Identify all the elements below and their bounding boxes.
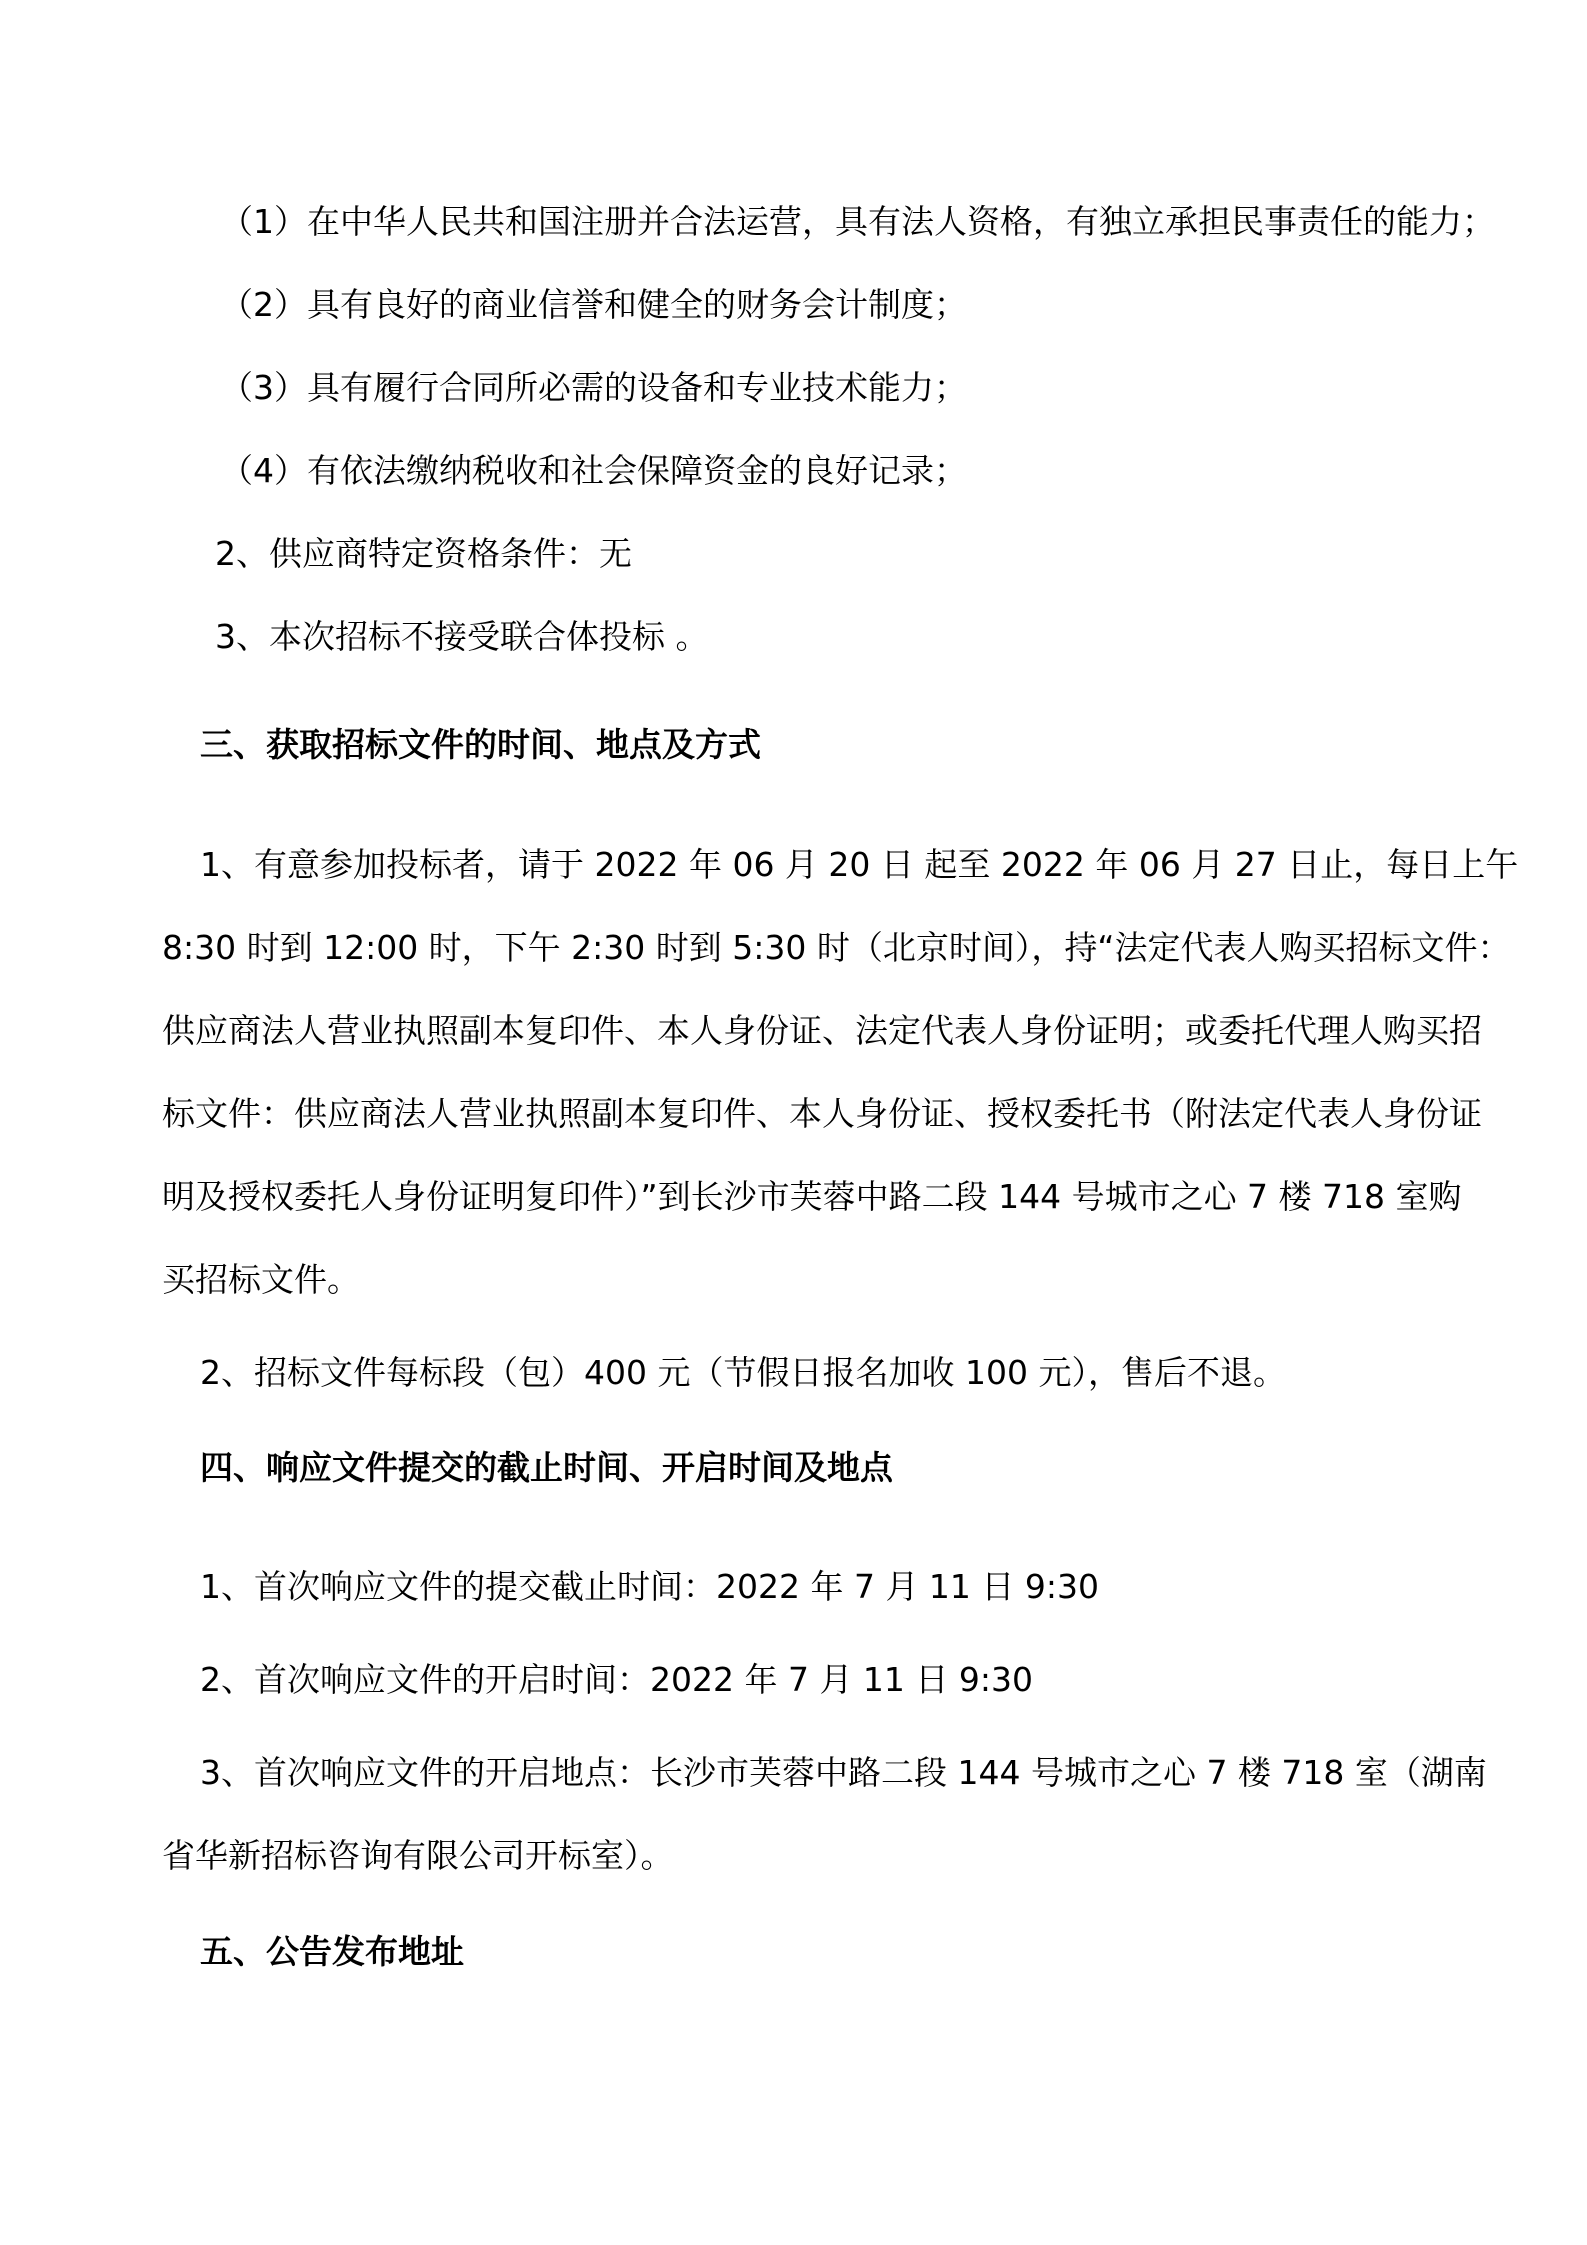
section-4-heading: 四、响应文件提交的截止时间、开启时间及地点 (200, 1448, 893, 1487)
section-3-para2: 2、招标文件每标段（包）400 元（节假日报名加收 100 元），售后不退。 (200, 1353, 1286, 1392)
section-4-item-2: 2、首次响应文件的开启时间：2022 年 7 月 11 日 9:30 (200, 1660, 1034, 1699)
consortium-note: 3、本次招标不接受联合体投标 。 (215, 617, 709, 656)
section-3-para1-line2: 8:30 时到 12:00 时，下午 2:30 时到 5:30 时（北京时间），持“法定代表人购买招标文件： (162, 928, 1511, 967)
section-3-para1-line1: 1、有意参加投标者，请于 2022 年 06 月 20 日 起至 2022 年 06 月 27 日止，每日上午 (200, 845, 1519, 884)
section-4-item-3-line1: 3、首次响应文件的开启地点：长沙市芙蓉中路二段 144 号城市之心 7 楼 718 室（湖南 (200, 1753, 1487, 1792)
section-3-para1-line5: 明及授权委托人身份证明复印件）”到长沙市芙蓉中路二段 144 号城市之心 7 楼 718 室购 (162, 1177, 1462, 1216)
section-4-item-1: 1、首次响应文件的提交截止时间：2022 年 7 月 11 日 9:30 (200, 1567, 1100, 1606)
qualification-item-1: （1）在中华人民共和国注册并合法运营，具有法人资格，有独立承担民事责任的能力； (220, 202, 1495, 241)
section-3-heading: 三、获取招标文件的时间、地点及方式 (200, 725, 761, 764)
qualification-item-3: （3）具有履行合同所必需的设备和专业技术能力； (220, 368, 967, 407)
section-4-item-3-line2: 省华新招标咨询有限公司开标室）。 (162, 1836, 674, 1875)
qualification-item-2: （2）具有良好的商业信誉和健全的财务会计制度； (220, 285, 967, 324)
qualification-item-4: （4）有依法缴纳税收和社会保障资金的良好记录； (220, 451, 967, 490)
section-3-para1-line6: 买招标文件。 (162, 1260, 360, 1299)
section-3-para1-line3: 供应商法人营业执照副本复印件、本人身份证、法定代表人身份证明；或委托代理人购买招 (162, 1011, 1482, 1050)
section-3-para1-line4: 标文件：供应商法人营业执照副本复印件、本人身份证、授权委托书（附法定代表人身份证 (162, 1094, 1482, 1133)
special-qualification: 2、供应商特定资格条件：无 (215, 534, 632, 573)
section-5-heading: 五、公告发布地址 (200, 1932, 464, 1971)
